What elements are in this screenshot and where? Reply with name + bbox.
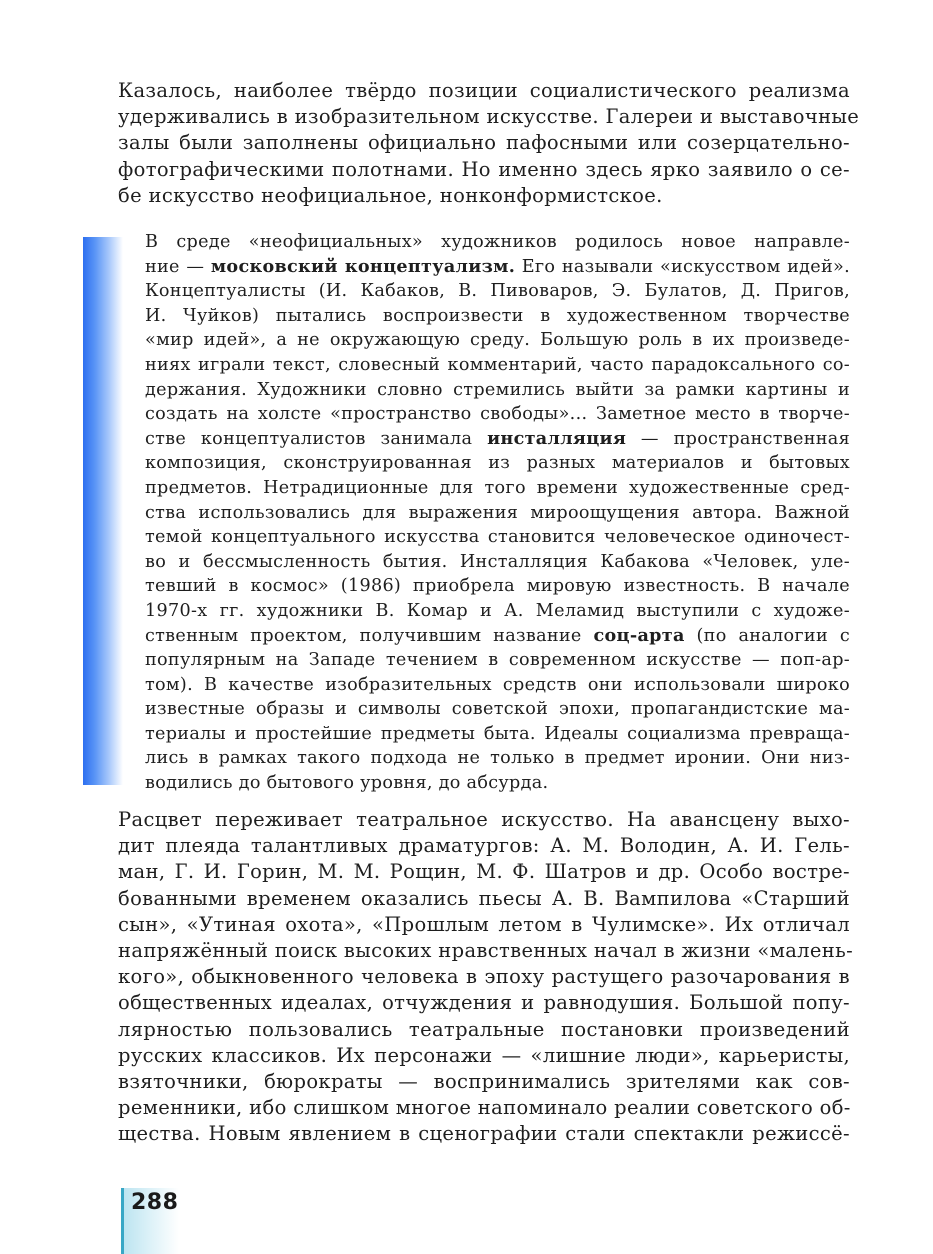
box-line: И. Чуйков) пытались воспроизвести в художественном творчестве xyxy=(145,305,850,326)
theatre-paragraph xyxy=(118,807,854,1148)
theatre-line: Расцвет переживает театральное искусство. На авансцену выхо- xyxy=(118,808,850,831)
conceptualism-box xyxy=(145,230,850,796)
intro-line: удерживались в изобразительном искусстве. Галереи и выставочные xyxy=(118,105,860,129)
theatre-line: дит плеяда талантливых драматургов: А. М. Володин, А. И. Гель- xyxy=(118,834,850,858)
box-line: темой концептуального искусства становится человеческое одиночест- xyxy=(145,527,850,548)
term-moscow-conceptualism: московский концептуализм. xyxy=(210,255,516,277)
box-line: популярным на Западе течением в современном искусстве — поп-ар- xyxy=(145,650,850,671)
box-text: стве концептуалистов занимала xyxy=(145,428,488,449)
theatre-line: ременники, ибо слишком многое напоминало реалии советского об- xyxy=(118,1096,851,1120)
theatre-line: лярностью пользовались театральные постановки произведений xyxy=(118,1017,850,1041)
box-line xyxy=(145,624,850,649)
box-line: тевший в космос» (1986) приобрела мировую известность. В начале xyxy=(145,576,850,597)
box-text: ние — xyxy=(145,256,211,277)
theatre-line: взяточники, бюрократы — воспринимались зрителями как сов- xyxy=(118,1070,850,1094)
box-line: держания. Художники словно стремились выйти за рамки картины и xyxy=(145,379,850,400)
box-text: (по аналогии с xyxy=(684,625,850,646)
intro-line: бе искусство неофициальное, нонконформистское. xyxy=(118,183,663,207)
box-line: предметов. Нетрадиционные для того времени художественные сред- xyxy=(145,477,850,498)
box-line: «мир идей», а не окружающую среду. Большую роль в их произведе- xyxy=(145,330,850,351)
page-number-rule xyxy=(121,1188,124,1254)
box-line xyxy=(145,255,850,280)
box-line: водились до бытового уровня, до абсурда. xyxy=(145,773,549,794)
box-line xyxy=(145,427,850,452)
theatre-line: ман, Г. И. Горин, М. М. Рощин, М. Ф. Шатров и др. Особо востре- xyxy=(118,860,850,884)
box-line: известные образы и символы советской эпохи, пропагандистские ма- xyxy=(145,699,850,720)
box-text: — пространственная xyxy=(626,428,851,449)
intro-line: Казалось, наиболее твёрдо позиции социалистического реализма xyxy=(118,79,850,102)
box-line: В среде «неофициальных» художников родилось новое направле- xyxy=(145,232,850,252)
box-line: ниях играли текст, словесный комментарий, часто парадоксального со- xyxy=(145,354,850,375)
box-line: териалы и простейшие предметы быта. Идеалы социализма превраща- xyxy=(145,723,850,744)
box-text: Его называли «искусством идей». xyxy=(515,256,851,277)
box-line: лись в рамках такого подхода не только в предмет иронии. Они низ- xyxy=(145,748,850,769)
box-line: во и бессмысленность бытия. Инсталляция Кабакова «Человек, уле- xyxy=(145,551,850,572)
intro-paragraph xyxy=(118,78,860,209)
box-line: создать на холсте «пространство свободы»... Заметное место в творче- xyxy=(145,404,850,425)
term-sots-art: соц-арта xyxy=(593,624,685,646)
box-line: том). В качестве изобразительных средств они использовали широко xyxy=(145,674,850,695)
page-number: 288 xyxy=(131,1190,179,1215)
box-line: ства использовались для выражения мироощущения автора. Важной xyxy=(145,502,850,523)
intro-line: фотографическими полотнами. Но именно здесь ярко заявило о се- xyxy=(118,157,850,181)
box-line: Концептуалисты (И. Кабаков, В. Пивоваров, Э. Булатов, Д. Пригов, xyxy=(145,281,850,302)
theatre-line: кого», обыкновенного человека в эпоху растущего разочарования в xyxy=(118,965,850,989)
box-line: композиция, сконструированная из разных материалов и бытовых xyxy=(145,453,850,474)
sidebar-gradient-bar xyxy=(83,237,123,785)
intro-line: залы были заполнены официально пафосными или созерцательно- xyxy=(118,131,850,155)
box-text: ственным проектом, получившим название xyxy=(145,625,594,646)
theatre-line: русских классиков. Их персонажи — «лишние люди», карьеристы, xyxy=(118,1043,850,1067)
theatre-line: общественных идеалах, отчуждения и равнодушия. Большой попу- xyxy=(118,991,850,1015)
box-line: 1970-х гг. художники В. Комар и А. Меламид выступили с художе- xyxy=(145,600,850,621)
term-installation: инсталляция xyxy=(487,427,627,449)
theatre-line: сын», «Утиная охота», «Прошлым летом в Чулимске». Их отличал xyxy=(118,912,850,936)
theatre-line: щества. Новым явлением в сценографии стали спектакли режиссё- xyxy=(118,1122,850,1146)
theatre-line: напряжённый поиск высоких нравственных начал в жизни «малень- xyxy=(118,939,854,963)
theatre-line: бованными временем оказались пьесы А. В. Вампилова «Старший xyxy=(118,886,850,910)
